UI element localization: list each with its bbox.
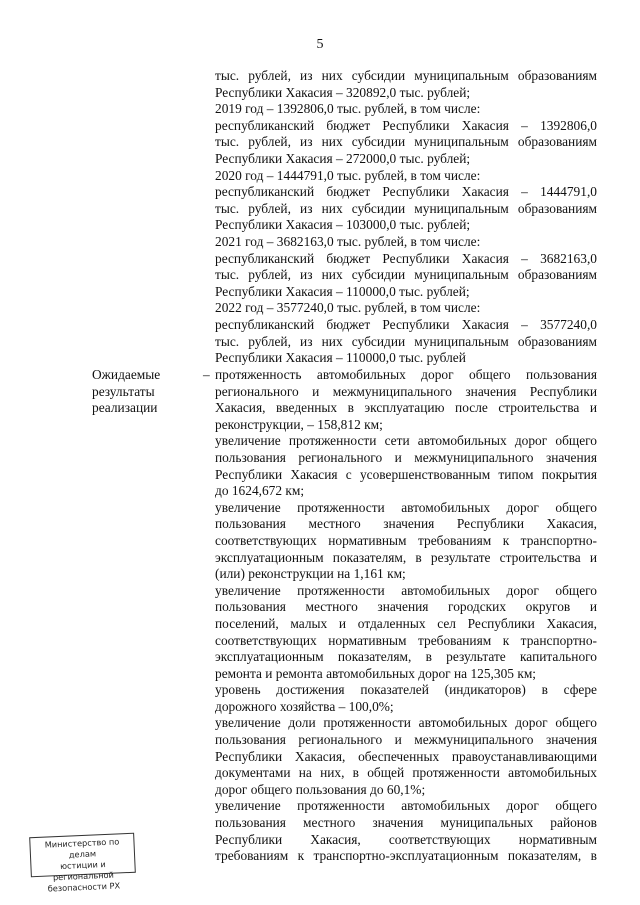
funding-line: республиканский бюджет Республики Хакасия – 3577240,0: [215, 316, 597, 332]
funding-line: тыс. рублей, из них субсидии муниципальным образованиям: [215, 200, 597, 216]
registry-stamp: [29, 833, 136, 894]
results-block: [215, 367, 597, 865]
stamp-line: безопасности РХ: [47, 880, 121, 894]
result-line: реконструкции, – 158,812 км;: [215, 416, 383, 432]
result-line: (или) реконструкции на 1,161 км;: [215, 566, 406, 582]
result-line: пользования местного значения Республики Хакасия,: [215, 516, 597, 532]
funding-line: 2021 год – 3682163,0 тыс. рублей, в том числе:: [215, 233, 481, 249]
results-label: [92, 367, 202, 417]
funding-line: Республики Хакасия – 110000,0 тыс. рублей;: [215, 283, 470, 299]
funding-line: Республики Хакасия – 272000,0 тыс. рублей;: [215, 150, 471, 166]
result-line: ремонта и ремонта автомобильных дорог на 125,305 км;: [215, 665, 537, 681]
result-line: соответствующих нормативным требованиям к транспортно-: [215, 532, 597, 548]
results-label-line: реализации: [92, 400, 158, 416]
funding-line: Республики Хакасия – 320892,0 тыс. рублей;: [215, 84, 471, 100]
result-line: увеличение протяженности автомобильных дорог общего: [215, 582, 597, 598]
results-label-line: Ожидаемые: [92, 367, 161, 382]
result-line: до 1624,672 км;: [215, 483, 305, 499]
result-line: увеличение доли протяженности автомобильных дорог общего: [215, 715, 597, 731]
funding-line: Республики Хакасия – 103000,0 тыс. рублей;: [215, 217, 471, 233]
funding-line: 2022 год – 3577240,0 тыс. рублей, в том числе:: [215, 300, 481, 316]
funding-line: республиканский бюджет Республики Хакасия – 1444791,0: [215, 184, 597, 200]
funding-line: тыс. рублей, из них субсидии муниципальным образованиям: [215, 68, 597, 83]
result-line: Хакасия, введенных в эксплуатацию после строительства и: [215, 400, 597, 416]
result-line: требованиям к транспортно-эксплуатационным показателям, в: [215, 848, 597, 864]
result-line: увеличение протяженности автомобильных дорог общего: [215, 798, 597, 814]
funding-line: тыс. рублей, из них субсидии муниципальным образованиям: [215, 267, 597, 283]
result-line: Республики Хакасия с усовершенствованным типом покрытия: [215, 466, 597, 482]
result-line: документами на них, в общей протяженности автомобильных: [215, 765, 597, 781]
page-number: 5: [316, 37, 324, 52]
funding-line: 2020 год – 1444791,0 тыс. рублей, в том числе:: [215, 167, 481, 183]
result-line: увеличение протяженности сети автомобильных дорог общего: [215, 433, 597, 449]
result-line: эксплуатационным показателям, в результате капитального: [215, 649, 597, 665]
result-line: пользования регионального и межмуниципального значения: [215, 449, 597, 465]
result-line: дорожного хозяйства – 100,0%;: [215, 698, 394, 714]
result-line: эксплуатационным показателям, в результате строительства и: [215, 549, 597, 565]
funding-line: 2019 год – 1392806,0 тыс. рублей, в том числе:: [215, 101, 481, 117]
result-line: уровень достижения показателей (индикаторов) в сфере: [215, 682, 597, 698]
result-line: дорог общего пользования до 60,1%;: [215, 781, 426, 797]
funding-line: тыс. рублей, из них субсидии муниципальным образованиям: [215, 134, 597, 150]
result-line: пользования местного значения муниципальных районов: [215, 815, 597, 831]
result-line: пользования регионального и межмуниципального значения: [215, 732, 597, 748]
funding-block: [215, 68, 597, 367]
stamp-line: Министерство по делам: [44, 836, 120, 860]
funding-line: республиканский бюджет Республики Хакасия – 1392806,0: [215, 117, 597, 133]
funding-line: тыс. рублей, из них субсидии муниципальным образованиям: [215, 333, 597, 349]
funding-line: республиканский бюджет Республики Хакасия – 3682163,0: [215, 250, 597, 266]
result-line: Республики Хакасия, соответствующих нормативным: [215, 831, 597, 847]
result-line: регионального и межмуниципального значения Республики: [215, 383, 597, 399]
result-line: соответствующих нормативным требованиям к транспортно-: [215, 632, 597, 648]
result-line: пользования местного значения городских округов и: [215, 599, 597, 615]
results-label-line: результаты: [92, 383, 155, 399]
result-line: протяженность автомобильных дорог общего пользования: [215, 367, 597, 382]
stamp-line: юстиции и региональной: [52, 859, 115, 883]
result-line: увеличение протяженности автомобильных дорог общего: [215, 499, 597, 515]
result-line: поселений, малых и отдаленных сел Республики Хакасия,: [215, 615, 597, 631]
funding-line: Республики Хакасия – 110000,0 тыс. рублей: [215, 350, 466, 366]
results-dash: –: [203, 367, 210, 382]
result-line: Республики Хакасия, обеспеченных правоустанавливающими: [215, 748, 597, 764]
